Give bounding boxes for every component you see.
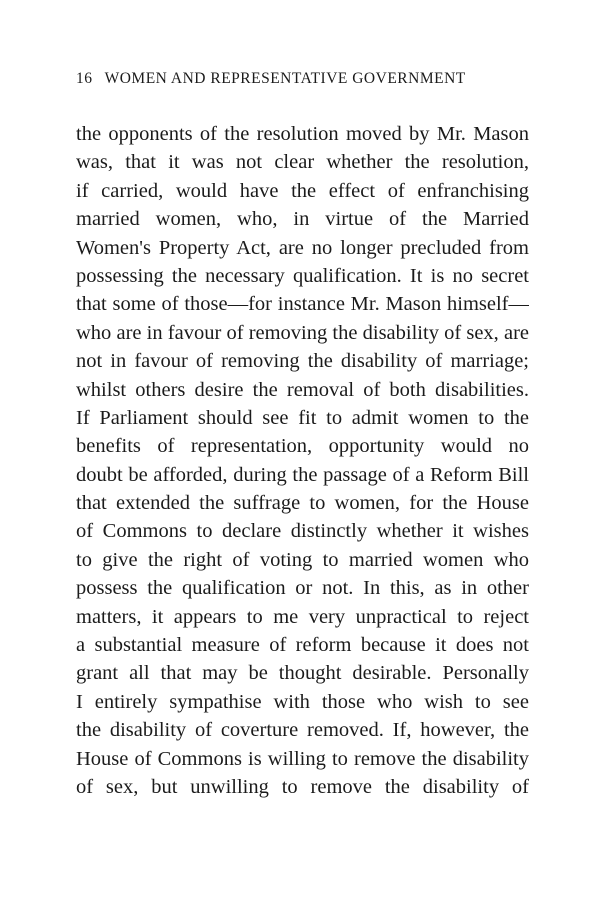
text-line: that some of those—for instance Mr. Mason himself—	[76, 293, 529, 316]
text-line: a substantial measure of reform because it does not	[76, 634, 529, 657]
text-line: of sex, but unwilling to remove the disability of	[76, 775, 529, 798]
text-line: to give the right of voting to married women who	[76, 548, 529, 571]
text-line: House of Commons is willing to remove the disability	[76, 747, 529, 770]
text-line: possessing the necessary qualification. It is no secret	[76, 264, 529, 287]
text-line: not in favour of removing the disability of marriage;	[76, 350, 529, 373]
text-line: whilst others desire the removal of both disabilities.	[76, 378, 529, 401]
text-line: matters, it appears to me very unpractical to reject	[76, 605, 529, 628]
running-title: WOMEN AND REPRESENTATIVE GOVERNMENT	[104, 70, 466, 87]
text-line: If Parliament should see fit to admit women to the	[76, 406, 529, 429]
text-line: of Commons to declare distinctly whether it wishes	[76, 520, 529, 543]
page-number: 16	[76, 70, 93, 87]
body-text	[76, 120, 529, 801]
text-line: married women, who, in virtue of the Married	[76, 208, 529, 231]
text-line: that extended the suffrage to women, for the House	[76, 492, 529, 515]
text-line: the disability of coverture removed. If, however, the	[76, 719, 529, 742]
text-line: doubt be afforded, during the passage of a Reform Bill	[76, 463, 529, 486]
text-line: was, that it was not clear whether the resolution,	[76, 151, 529, 174]
text-line: benefits of representation, opportunity would no	[76, 435, 529, 458]
text-line: I entirely sympathise with those who wish to see	[76, 690, 529, 713]
text-line: grant all that may be thought desirable. Personally	[76, 662, 529, 685]
text-line: possess the qualification or not. In this, as in other	[76, 577, 529, 600]
running-head	[76, 70, 529, 94]
book-page	[76, 0, 529, 900]
text-line: if carried, would have the effect of enfranchising	[76, 179, 529, 202]
text-line: Women's Property Act, are no longer precluded from	[76, 236, 529, 259]
text-line: the opponents of the resolution moved by Mr. Mason	[76, 123, 529, 145]
text-line: who are in favour of removing the disability of sex, are	[76, 321, 529, 344]
